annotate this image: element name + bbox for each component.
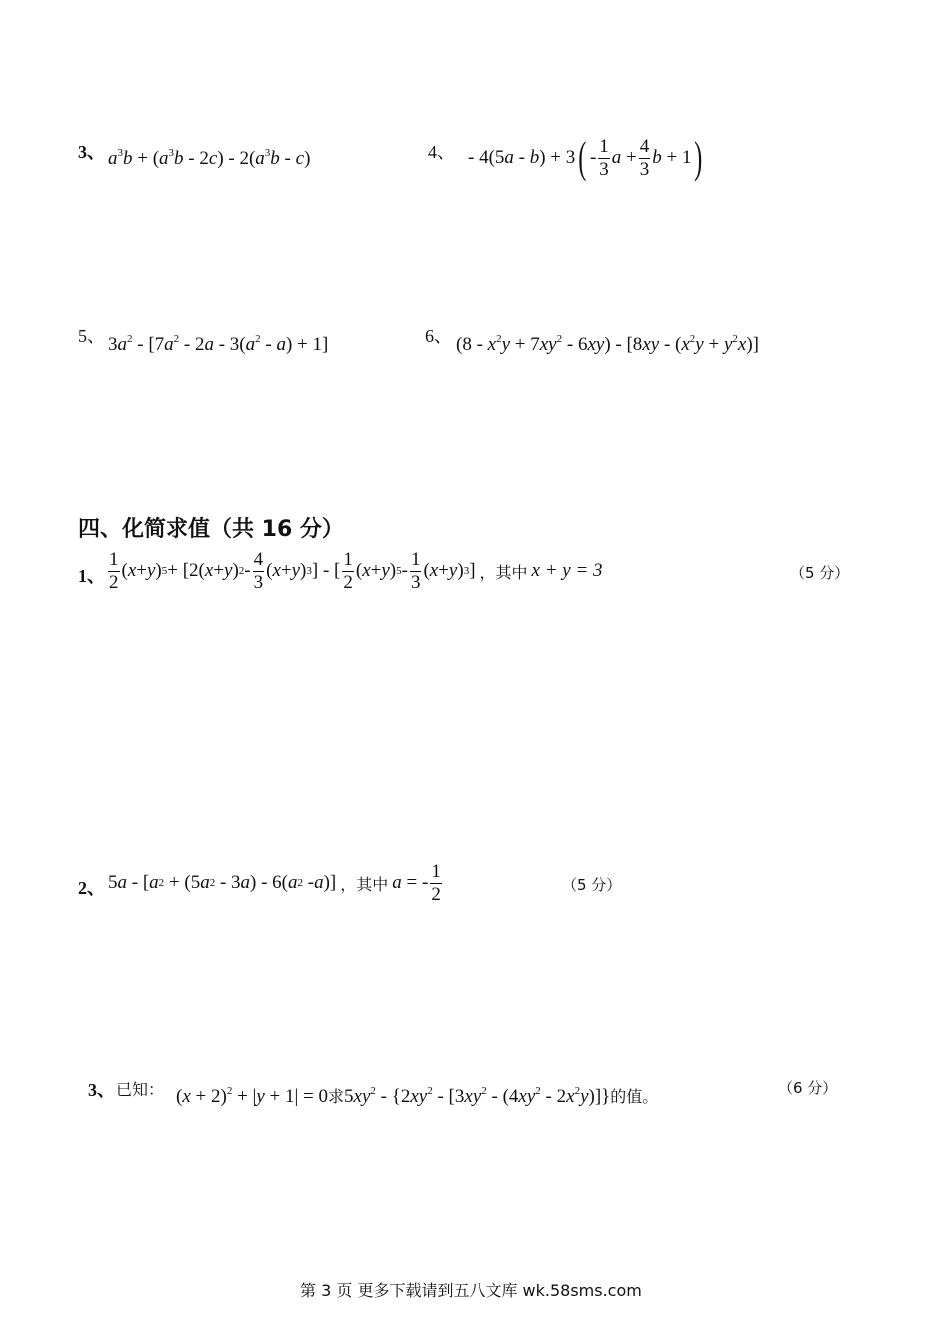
- problem-3-expression: $a^3b + (a^3b - 2c) - 2(a^3b - c)$: [108, 147, 311, 169]
- question-1-expression: $\frac{1}{2}$ ( x + y ) 5 + [2( x + y ) 2 - $\frac{4}{3}$ ( x + y ) 3 ] - [ $\frac{1}{2}$ ( x + y ) 5 - $\frac{1}{3}$ ( x + y ) 3 ] ，其中 x + y = 3: [109, 548, 603, 593]
- question-3-score: （6 分）: [778, 1079, 838, 1097]
- problem-5-label: 5、: [78, 326, 105, 346]
- question-3-known-label: 已知：: [116, 1080, 165, 1099]
- problem-4-label: 4、: [428, 142, 455, 162]
- section-4-heading: 四、化简求值（共 16 分）: [78, 517, 344, 542]
- question-3-label: 3、: [88, 1080, 115, 1100]
- problem-6-label: 6、: [425, 326, 452, 346]
- page-footer: 第 3 页 更多下载请到五八文库 wk.58sms.com: [300, 1281, 642, 1300]
- question-3-expression: $(x + 2)^2 + |y + 1| = 0$求$5xy^2 - \{2xy^2 - [3xy^2 - (4xy^2 - 2x^2y)]\}$的值。: [176, 1085, 659, 1107]
- problem-3-label: 3、: [78, 142, 105, 162]
- question-2-expression: 5 a - [ a 2 + (5 a 2 - 3 a ) - 6( a 2 - a )] ，其中 a = - $\frac{1}{2}$: [108, 860, 441, 905]
- problem-5-expression: $3a^2 - [7a^2 - 2a - 3(a^2 - a) + 1]$: [108, 333, 329, 355]
- fraction-one-third: $\frac{1}{3}$: [599, 135, 609, 180]
- question-1-label: 1、: [78, 566, 105, 586]
- question-2-label: 2、: [78, 878, 105, 898]
- question-2-score: （5 分）: [562, 876, 622, 894]
- question-1-score: （5 分）: [790, 564, 850, 582]
- problem-4-expression: - 4(5a - b) + 3 ( - $\frac{1}{3}$ a + $\frac{4}{3}$ b + 1 ): [468, 133, 703, 182]
- fraction-four-thirds: $\frac{4}{3}$: [639, 135, 650, 180]
- problem-6-expression: $(8 - x^2y + 7xy^2 - 6xy) - [8xy - (x^2y + y^2x)]$: [456, 333, 759, 355]
